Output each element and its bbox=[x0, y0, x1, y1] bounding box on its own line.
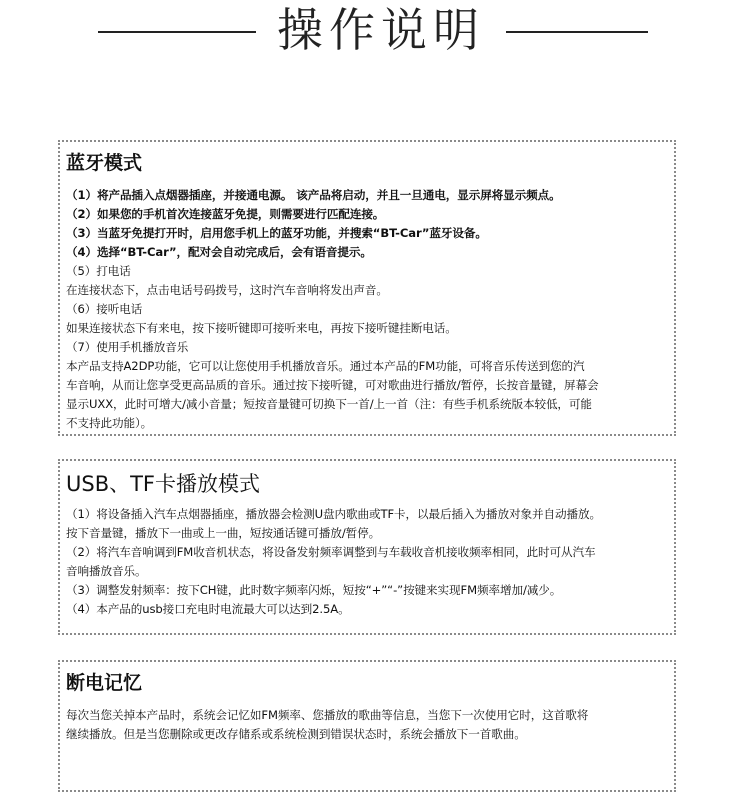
instruction-line: （4）本产品的usb接口充电时电流最大可以达到2.5A。 bbox=[66, 602, 350, 616]
instruction-line: 本产品支持A2DP功能，它可以让您使用手机播放音乐。通过本产品的FM功能，可将音乐传送到您的汽 bbox=[66, 359, 585, 373]
title-rule-left bbox=[98, 31, 256, 33]
instruction-line: 显示UXX，此时可增大/减小音量；短按音量键可切换下一首/上一首（注：有些手机系统版本较低，可能 bbox=[66, 397, 592, 411]
section-title: USB、TF卡播放模式 bbox=[66, 472, 261, 496]
header bbox=[0, 0, 748, 64]
instruction-line: 不支持此功能）。 bbox=[66, 416, 153, 430]
instruction-line: 音响播放音乐。 bbox=[66, 564, 147, 578]
instruction-line: （3）调整发射频率：按下CH键，此时数字频率闪烁，短按“+”“-”按键来实现FM频率增加/减少。 bbox=[66, 583, 562, 597]
instruction-line: （1）将产品插入点烟器插座，并接通电源。 该产品将启动，并且一旦通电，显示屏将显示频点。 bbox=[66, 188, 561, 202]
instruction-line: （2）如果您的手机首次连接蓝牙免提，则需要进行匹配连接。 bbox=[66, 207, 385, 221]
bluetooth-mode-section bbox=[58, 140, 676, 436]
instruction-line: （7）使用手机播放音乐 bbox=[66, 340, 189, 354]
instruction-line: （5）打电话 bbox=[66, 264, 131, 278]
section-title: 断电记忆 bbox=[66, 672, 143, 694]
instruction-line: 按下音量键，播放下一曲或上一曲，短按通话键可播放/暂停。 bbox=[66, 526, 381, 540]
instruction-line: （6）接听电话 bbox=[66, 302, 143, 316]
power-off-memory-section bbox=[58, 660, 676, 792]
usb-tf-mode-section bbox=[58, 459, 676, 635]
instruction-line: （4）选择“BT-Car”，配对会自动完成后，会有语音提示。 bbox=[66, 245, 372, 259]
instruction-line: 每次当您关掉本产品时，系统会记忆如FM频率、您播放的歌曲等信息，当您下一次使用它时，这首歌将 bbox=[66, 708, 589, 722]
instruction-line: 继续播放。但是当您删除或更改存储系或系统检测到错误状态时，系统会播放下一首歌曲。 bbox=[66, 727, 526, 741]
instruction-line: （1）将设备插入汽车点烟器插座，播放器会检测U盘内歌曲或TF卡，以最后插入为播放对象并自动播放。 bbox=[66, 507, 601, 521]
instruction-line: （2）将汽车音响调到FM收音机状态，将设备发射频率调整到与车载收音机接收频率相同，此时可从汽车 bbox=[66, 545, 596, 559]
title-rule-right bbox=[506, 31, 648, 33]
page-title: 操作说明 bbox=[277, 3, 485, 57]
section-title: 蓝牙模式 bbox=[66, 152, 143, 174]
instruction-line: 车音响，从而让您享受更高品质的音乐。通过按下接听键，可对歌曲进行播放/暂停，长按音量键，屏幕会 bbox=[66, 378, 599, 392]
instruction-line: （3）当蓝牙免提打开时，启用您手机上的蓝牙功能，并搜索“BT-Car”蓝牙设备。 bbox=[66, 226, 487, 240]
instruction-line: 在连接状态下，点击电话号码拨号，这时汽车音响将发出声音。 bbox=[66, 283, 388, 297]
instruction-line: 如果连接状态下有来电，按下接听键即可接听来电，再按下接听键挂断电话。 bbox=[66, 321, 457, 335]
